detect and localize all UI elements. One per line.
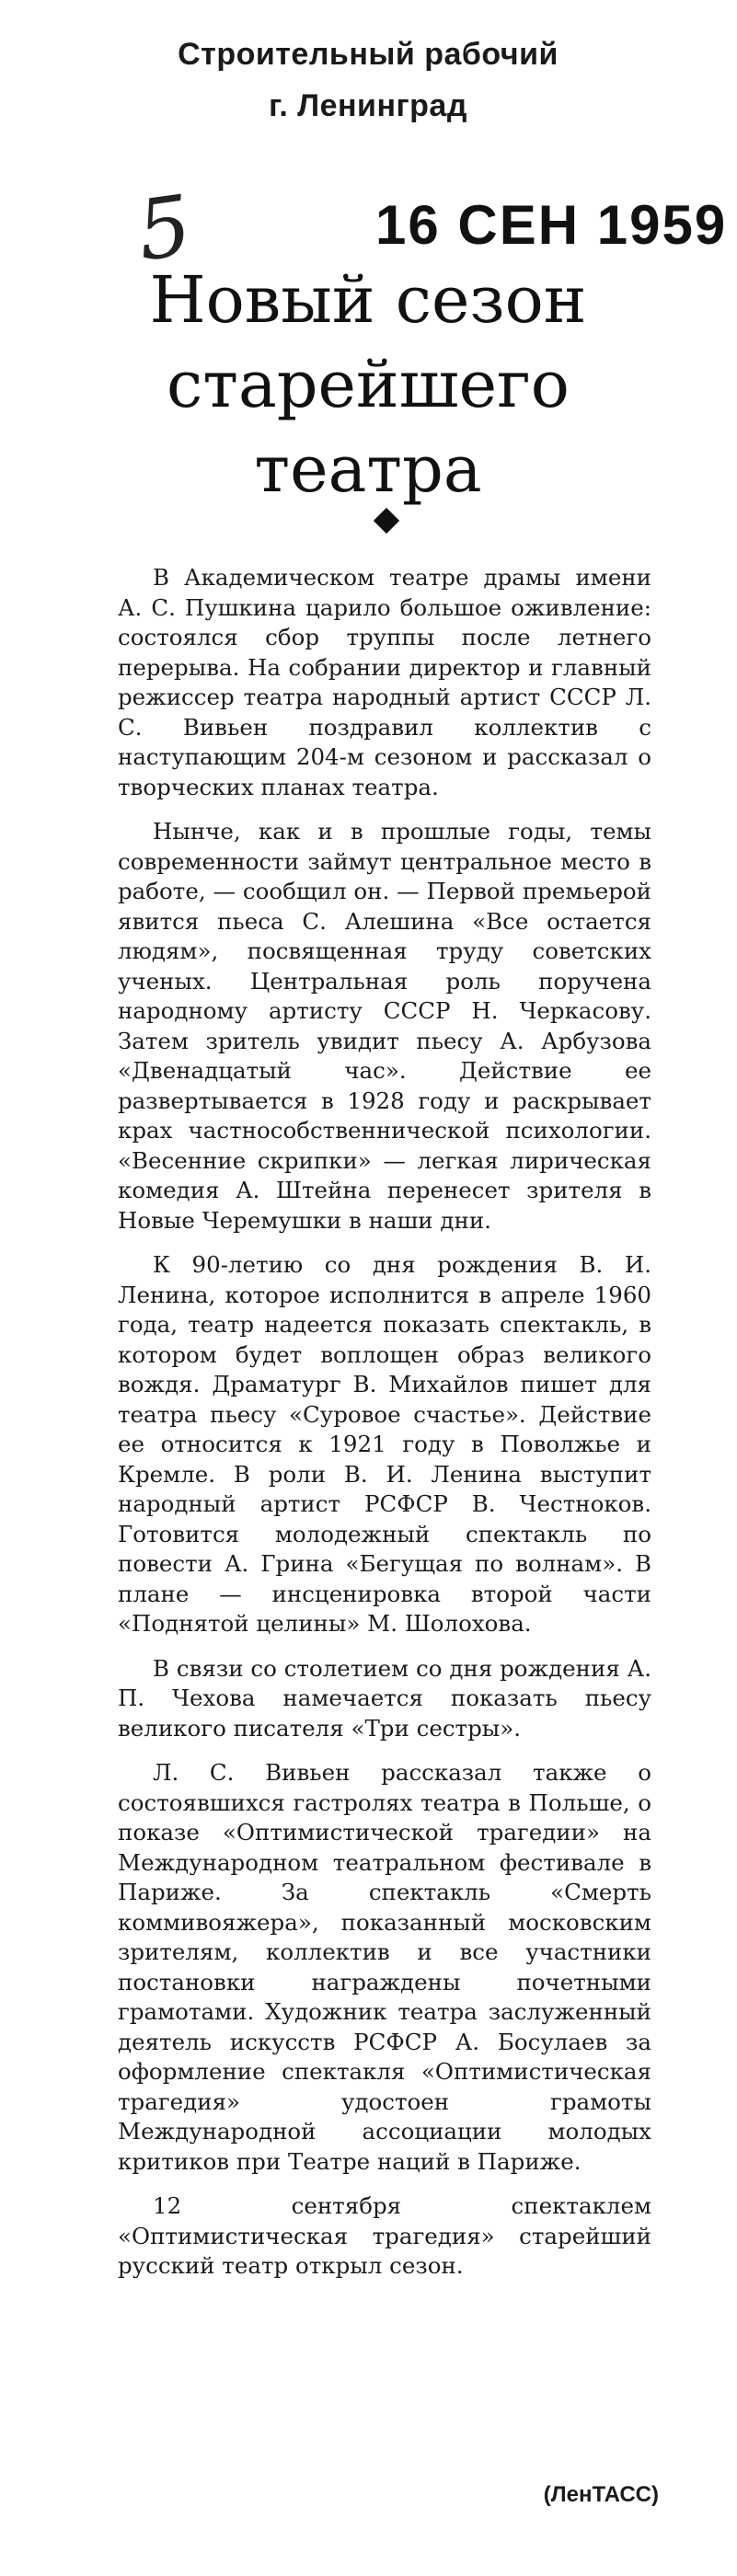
headline-line-1: Новый сезон	[149, 262, 587, 338]
issue-number-stamp: 5	[131, 177, 198, 281]
paragraph: В Академическом театре драмы имени А. С. Пушкина царило большое оживление: состоялся сбор труппы после летнего перерыва. На собрании директор и главный режиссер театра народный артист СССР Л. С. Вивьен поздравил коллектив с наступающим 204-м сезоном и рассказал о творческих планах театра.	[118, 564, 651, 800]
news-agency-credit: (ЛенТАСС)	[543, 2482, 659, 2507]
paragraph: В связи со столетием со дня рождения А. П. Чехова намечается показать пьесу великого писателя «Три сестры».	[118, 1654, 651, 1742]
diamond-ornament-icon	[374, 508, 399, 534]
paragraph: Л. С. Вивьен рассказал также о состоявшихся гастролях театра в Польше, о показе «Оптимистической трагедии» на Международном театральном фестивале в Париже. За спектакль «Смерть коммивояжера», показанный московским зрителям, коллектив и все участники постановки награждены почетными грамотами. Художник театра заслуженный деятель искусств РСФСР А. Босулаев за оформление спектакля «Оптимистическая трагедия» удостоен грамоты Международной ассоциации молодых критиков при Театре наций в Париже.	[118, 1759, 651, 2175]
paragraph: Нынче, как и в прошлые годы, темы современности займут центральное место в работе, — сообщил он. — Первой премьерой явится пьеса С. Алешина «Все остается людям», посвященная труду советских ученых. Центральная роль поручена народному артисту СССР Н. Черкасову. Затем зритель увидит пьесу А. Арбузова «Двенадцатый час». Действие ее развертывается в 1928 году и раскрывает крах частнособственнической психологии. «Весенние скрипки» — легкая лирическая комедия А. Штейна перенесет зрителя в Новые Черемушки в наши дни.	[118, 818, 651, 1234]
headline-line-2: старейшего	[167, 347, 570, 422]
paragraph: К 90-летию со дня рождения В. И. Ленина, которое исполнится в апреле 1960 года, театр надеется показать спектакль, в котором будет воплощен образ великого вождя. Драматург В. Михайлов пишет для театра пьесу «Суровое счастье». Действие ее относится к 1921 году в Поволжье и Кремле. В роли В. И. Ленина выступит народный артист РСФСР В. Честноков. Готовится молодежный спектакль по повести А. Грина «Бегущая по волнам». В плане — инсценировка второй части «Поднятой целины» М. Шолохова.	[118, 1251, 651, 1637]
date-stamp: 16 СЕН 1959	[375, 194, 728, 256]
article-body	[118, 563, 651, 2296]
headline-line-3: театра	[254, 431, 482, 507]
source-name: Строительный рабочий	[178, 37, 559, 72]
source-city: г. Ленинград	[269, 88, 467, 123]
paragraph: 12 сентября спектаклем «Оптимистическая трагедия» старейший русский театр открыл сезон.	[118, 2192, 651, 2279]
